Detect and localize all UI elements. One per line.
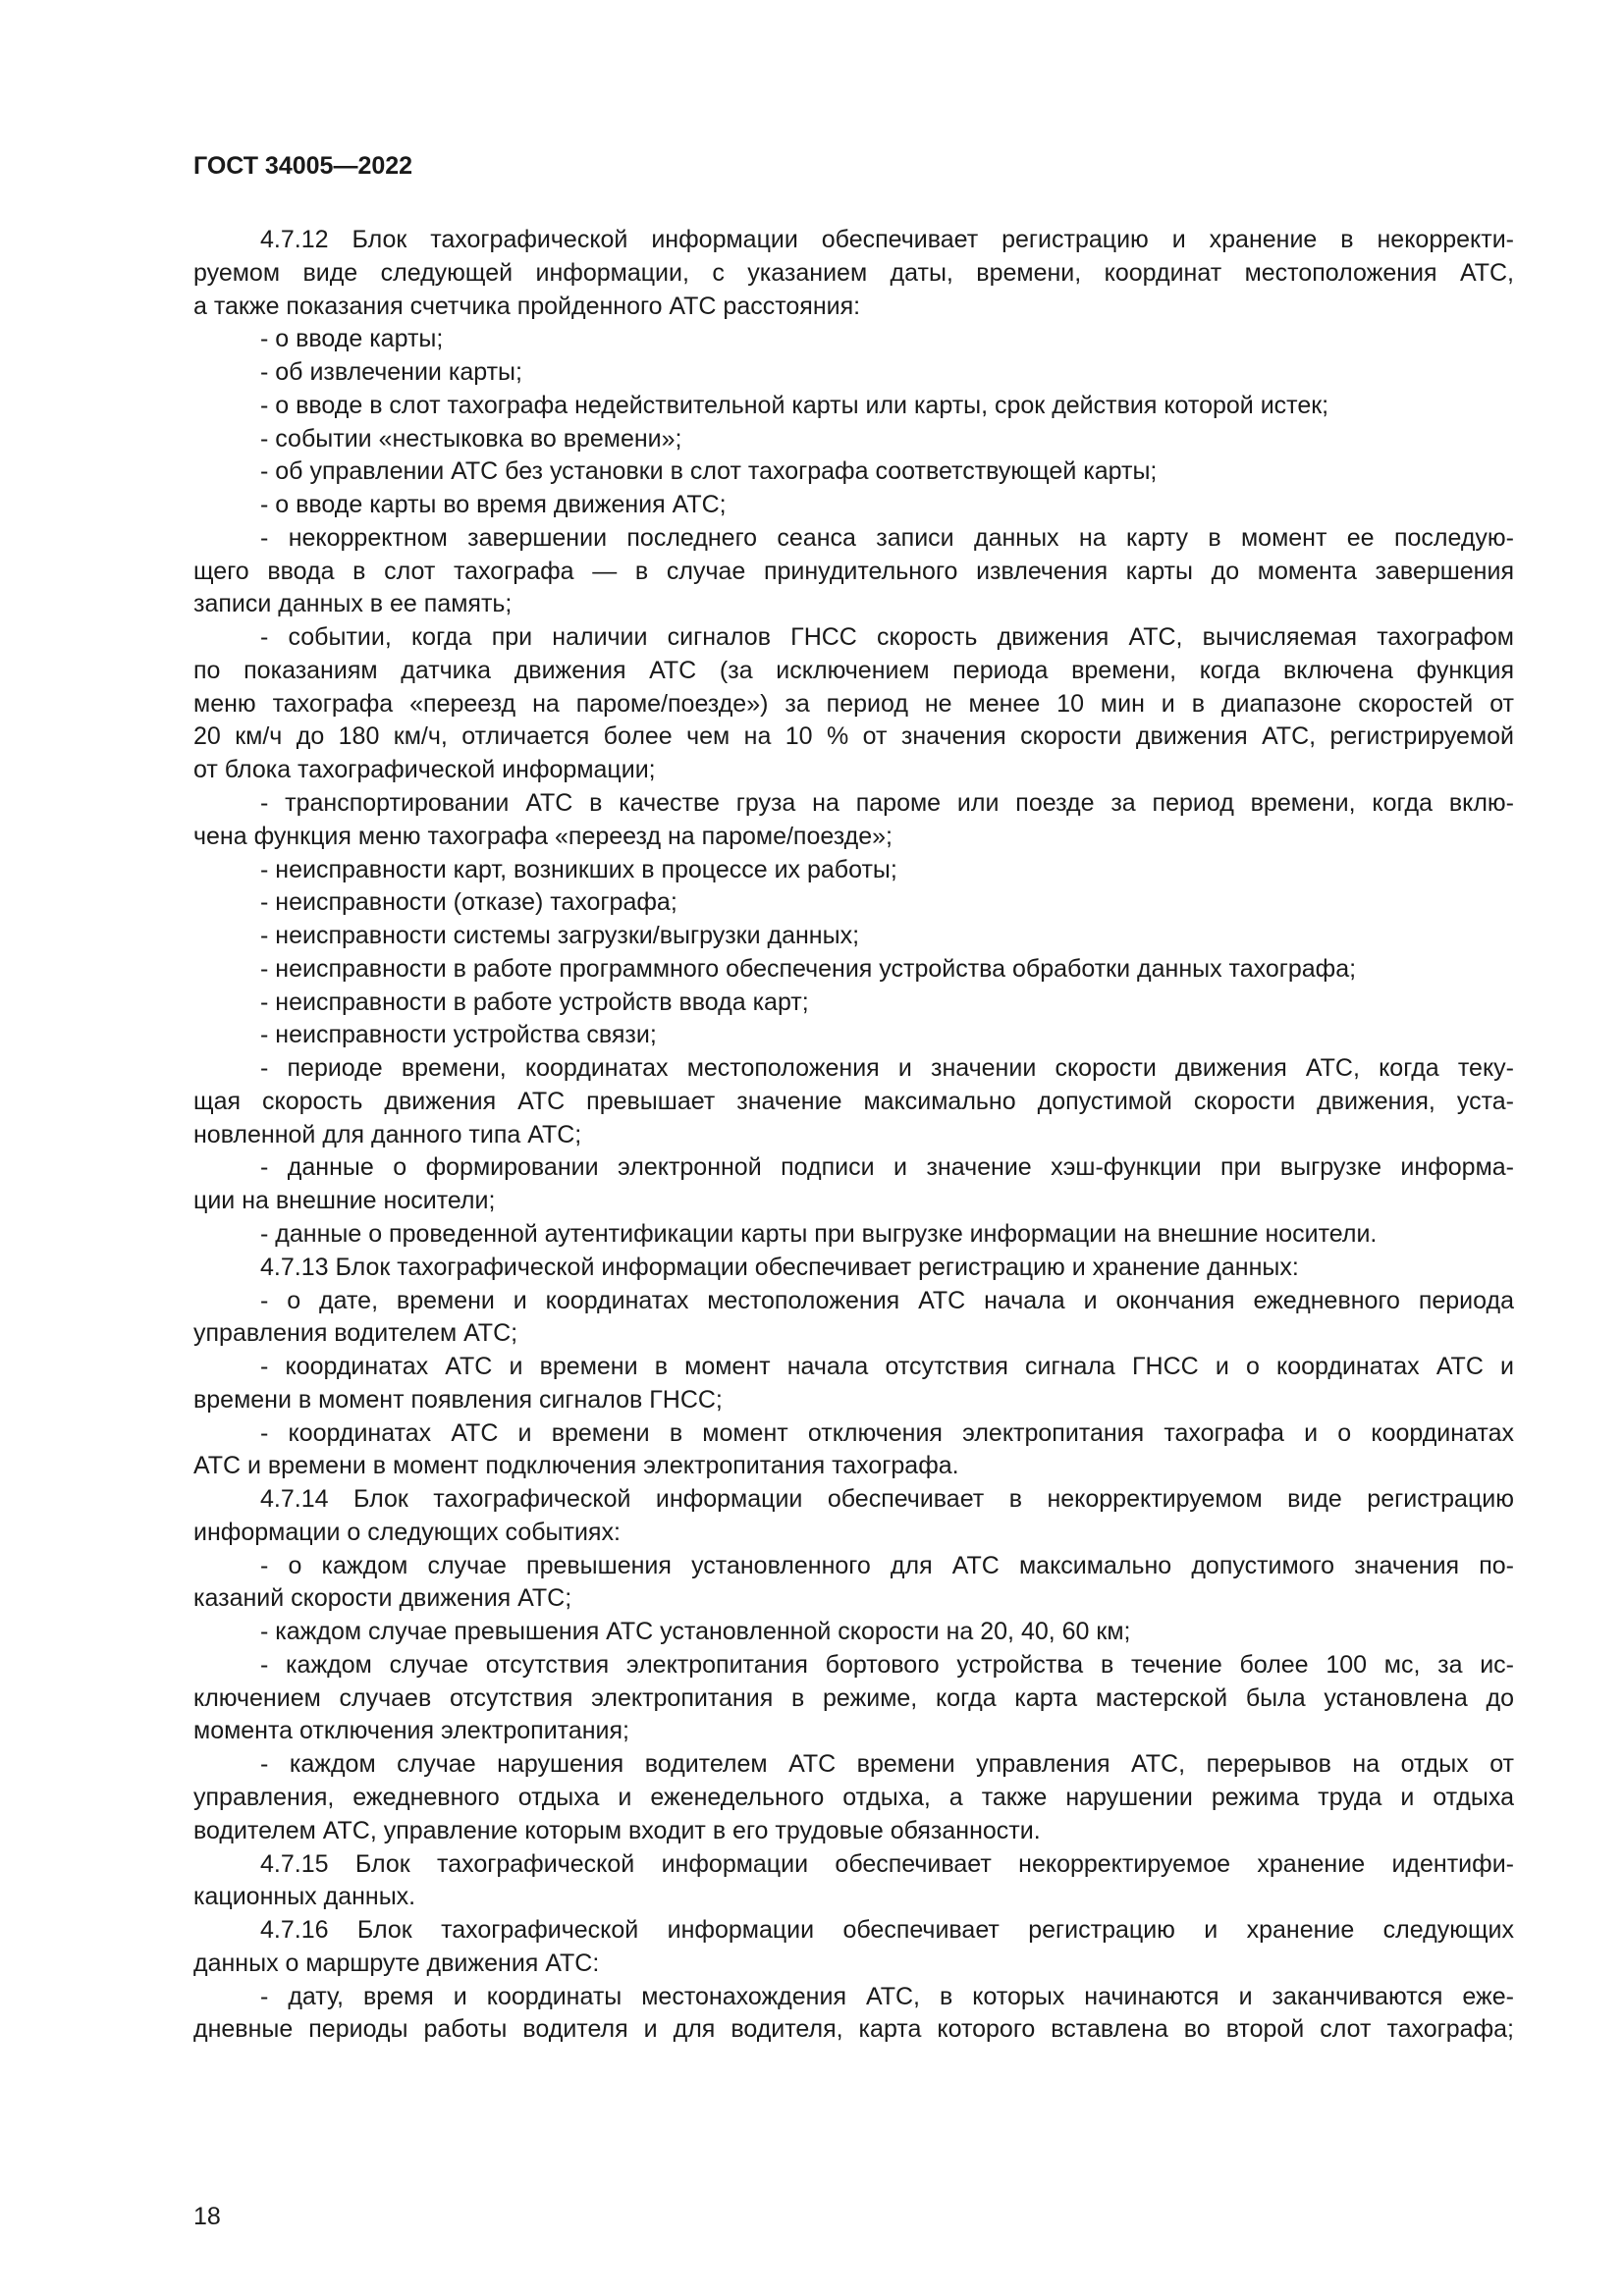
text-line: - координатах АТС и времени в момент отключения электропитания тахографа и о координатах bbox=[260, 1418, 1514, 1447]
text-line: записи данных в ее память; bbox=[193, 590, 513, 618]
text-line: казаний скорости движения АТС; bbox=[193, 1584, 572, 1613]
text-line: меню тахографа «переезд на пароме/поезде») за период не менее 10 мин и в диапазоне скоростей от bbox=[193, 689, 1514, 718]
text-line: - каждом случае нарушения водителем АТС времени управления АТС, перерывов на отдых от bbox=[260, 1750, 1514, 1779]
text-line: ключением случаев отсутствия электропитания в режиме, когда карта мастерской была установлена до bbox=[193, 1683, 1514, 1712]
text-line: - неисправности карт, возникших в процессе их работы; bbox=[260, 855, 897, 883]
text-line: управления, ежедневного отдыха и еженедельного отдыха, а также нарушении режима труда и отдыха bbox=[193, 1783, 1514, 1811]
text-line: ции на внешние носители; bbox=[193, 1187, 496, 1215]
text-line: руемом виде следующей информации, с указанием даты, времени, координат местоположения АТС, bbox=[193, 258, 1514, 287]
text-line: 4.7.14 Блок тахографической информации обеспечивает в некорректируемом виде регистрацию bbox=[260, 1485, 1514, 1514]
text-line: дневные периоды работы водителя и для водителя, карта которого вставлена во второй слот тахографа; bbox=[193, 2015, 1514, 2044]
text-line: АТС и времени в момент подключения электропитания тахографа. bbox=[193, 1452, 959, 1480]
text-line: по показаниям датчика движения АТС (за исключением периода времени, когда включена функция bbox=[193, 656, 1514, 684]
text-line: - о дате, времени и координатах местоположения АТС начала и окончания ежедневного периода bbox=[260, 1286, 1514, 1314]
text-line: - периоде времени, координатах местоположения и значении скорости движения АТС, когда теку- bbox=[260, 1054, 1514, 1083]
text-line: 20 км/ч до 180 км/ч, отличается более чем на 10 % от значения скорости движения АТС, регистрируемой bbox=[193, 722, 1514, 751]
text-line: - неисправности в работе программного обеспечения устройства обработки данных тахографа; bbox=[260, 954, 1357, 983]
text-line: - неисправности системы загрузки/выгрузки данных; bbox=[260, 922, 860, 950]
text-line: - событии, когда при наличии сигналов ГНСС скорость движения АТС, вычисляемая тахографом bbox=[260, 623, 1514, 652]
text-line: информации о следующих событиях: bbox=[193, 1518, 621, 1546]
text-line: а также показания счетчика пройденного АТС расстояния: bbox=[193, 292, 861, 320]
text-line: новленной для данного типа АТС; bbox=[193, 1120, 582, 1148]
text-line: - событии «нестыковка во времени»; bbox=[260, 424, 682, 453]
text-line: момента отключения электропитания; bbox=[193, 1717, 630, 1745]
text-line: - дату, время и координаты местонахождения АТС, в которых начинаются и заканчиваются еже- bbox=[260, 1982, 1514, 2010]
text-line: - транспортировании АТС в качестве груза на пароме или поезде за период времени, когда вклю- bbox=[260, 789, 1514, 818]
text-line: щего ввода в слот тахографа — в случае принудительного извлечения карты до момента завершения bbox=[193, 557, 1514, 585]
text-line: кационных данных. bbox=[193, 1883, 416, 1911]
text-line: - о каждом случае превышения установленного для АТС максимально допустимого значения по- bbox=[260, 1551, 1514, 1579]
page-header: ГОСТ 34005—2022 bbox=[193, 152, 413, 180]
text-line: водителем АТС, управление которым входит в его трудовые обязанности. bbox=[193, 1816, 1041, 1844]
text-line: - об извлечении карты; bbox=[260, 358, 522, 387]
body-text bbox=[193, 224, 1514, 2047]
page-number: 18 bbox=[193, 2203, 221, 2230]
text-line: чена функция меню тахографа «переезд на пароме/поезде»; bbox=[193, 822, 893, 850]
text-line: времени в момент появления сигналов ГНСС; bbox=[193, 1385, 723, 1414]
text-line: щая скорость движения АТС превышает значение максимально допустимой скорости движения, уста- bbox=[193, 1087, 1514, 1115]
text-line: 4.7.16 Блок тахографической информации обеспечивает регистрацию и хранение следующих bbox=[260, 1916, 1514, 1945]
text-line: - каждом случае отсутствия электропитания бортового устройства в течение более 100 мс, за ис- bbox=[260, 1650, 1514, 1679]
text-line: - о вводе карты во время движения АТС; bbox=[260, 491, 727, 519]
text-line: - о вводе в слот тахографа недействительной карты или карты, срок действия которой истек; bbox=[260, 391, 1329, 419]
text-line: - неисправности устройства связи; bbox=[260, 1021, 657, 1049]
text-line: - данные о формировании электронной подписи и значение хэш-функции при выгрузке информа- bbox=[260, 1153, 1514, 1182]
text-line: 4.7.13 Блок тахографической информации обеспечивает регистрацию и хранение данных: bbox=[260, 1253, 1299, 1281]
text-line: - некорректном завершении последнего сеанса записи данных на карту в момент ее последую- bbox=[260, 523, 1514, 552]
text-line: - каждом случае превышения АТС установленной скорости на 20, 40, 60 км; bbox=[260, 1618, 1131, 1646]
text-line: - неисправности (отказе) тахографа; bbox=[260, 888, 677, 917]
text-line: данных о маршруте движения АТС: bbox=[193, 1949, 600, 1977]
text-line: 4.7.15 Блок тахографической информации обеспечивает некорректируемое хранение идентифи- bbox=[260, 1849, 1514, 1878]
text-line: - о вводе карты; bbox=[260, 325, 444, 353]
text-line: - координатах АТС и времени в момент начала отсутствия сигнала ГНСС и о координатах АТС и bbox=[260, 1353, 1514, 1381]
text-line: от блока тахографической информации; bbox=[193, 756, 656, 784]
text-line: - об управлении АТС без установки в слот тахографа соответствующей карты; bbox=[260, 457, 1158, 486]
text-line: 4.7.12 Блок тахографической информации обеспечивает регистрацию и хранение в некорректи- bbox=[260, 226, 1514, 253]
text-line: - данные о проведенной аутентификации карты при выгрузке информации на внешние носители. bbox=[260, 1219, 1378, 1248]
text-line: управления водителем АТС; bbox=[193, 1319, 518, 1348]
text-line: - неисправности в работе устройств ввода карт; bbox=[260, 988, 809, 1016]
